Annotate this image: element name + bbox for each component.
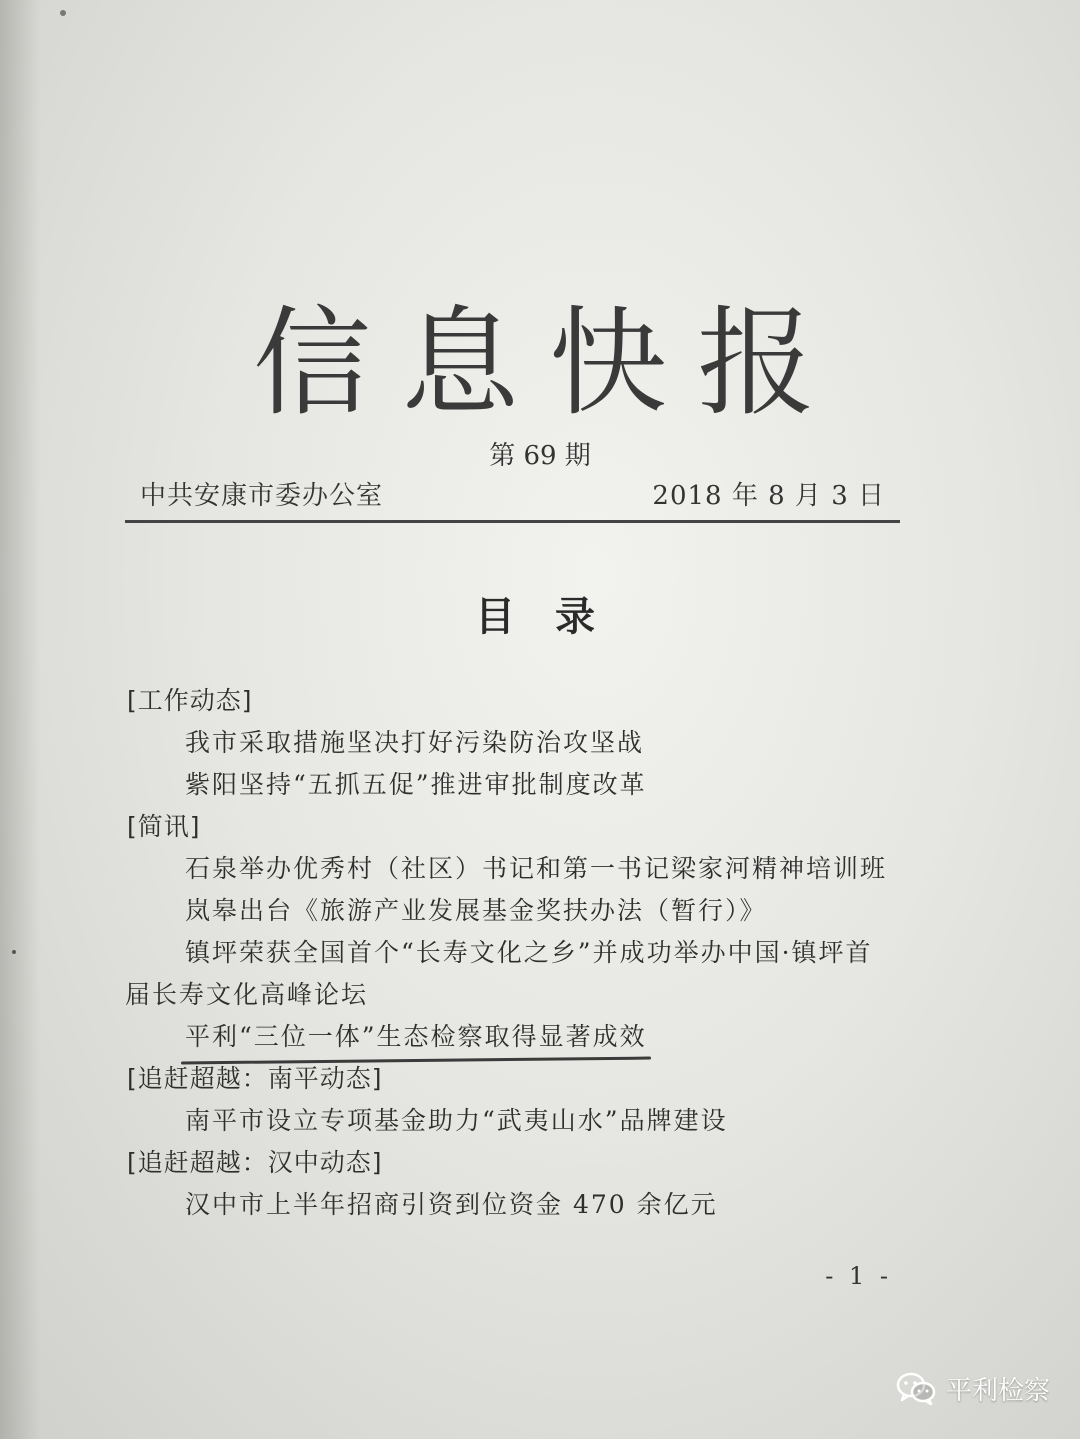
masthead-title: 信息快报 [252,294,845,432]
table-of-contents [125,680,905,1226]
toc-item: 汉中市上半年招商引资到位资金 470 余亿元 [185,1190,718,1219]
toc-title: 目录 [475,593,635,640]
toc-item: 紫阳坚持“五抓五促”推进审批制度改革 [185,770,647,799]
toc-item: 镇坪荣获全国首个“长寿文化之乡”并成功举办中国·镇坪首 [185,938,873,967]
toc-item-continuation: 届长寿文化高峰论坛 [125,980,369,1009]
section-label-nanping: [追赶超越：南平动态] [127,1064,383,1093]
section-label-briefs: [简讯] [127,812,201,841]
paper-speck [60,10,66,16]
issue-number: 第 69 期 [489,441,591,471]
wechat-icon [896,1372,936,1406]
watermark-text: 平利检察 [945,1376,1050,1406]
toc-item: 南平市设立专项基金助力“武夷山水”品牌建设 [185,1106,728,1135]
toc-item: 岚皋出台《旅游产业发展基金奖扶办法（暂行）》 [185,896,767,925]
toc-item-highlighted [125,1016,905,1058]
paper-speck [12,950,16,954]
underlined-item-text: 平利“三位一体”生态检察取得显著成效 [185,1016,647,1058]
section-label-work-news: [工作动态] [127,686,253,715]
toc-item: 我市采取措施坚决打好污染防治攻坚战 [185,728,645,757]
page-edge-shadow [0,0,40,1439]
section-label-hanzhong: [追赶超越：汉中动态] [127,1148,383,1177]
page-number: - 1 - [825,1262,892,1290]
issue-date: 2018 年 8 月 3 日 [652,481,885,511]
header-rule [125,520,900,523]
watermark [896,1370,1050,1407]
toc-item: 石泉举办优秀村（社区）书记和第一书记梁家河精神培训班 [185,854,888,883]
issuer: 中共安康市委办公室 [140,481,384,511]
